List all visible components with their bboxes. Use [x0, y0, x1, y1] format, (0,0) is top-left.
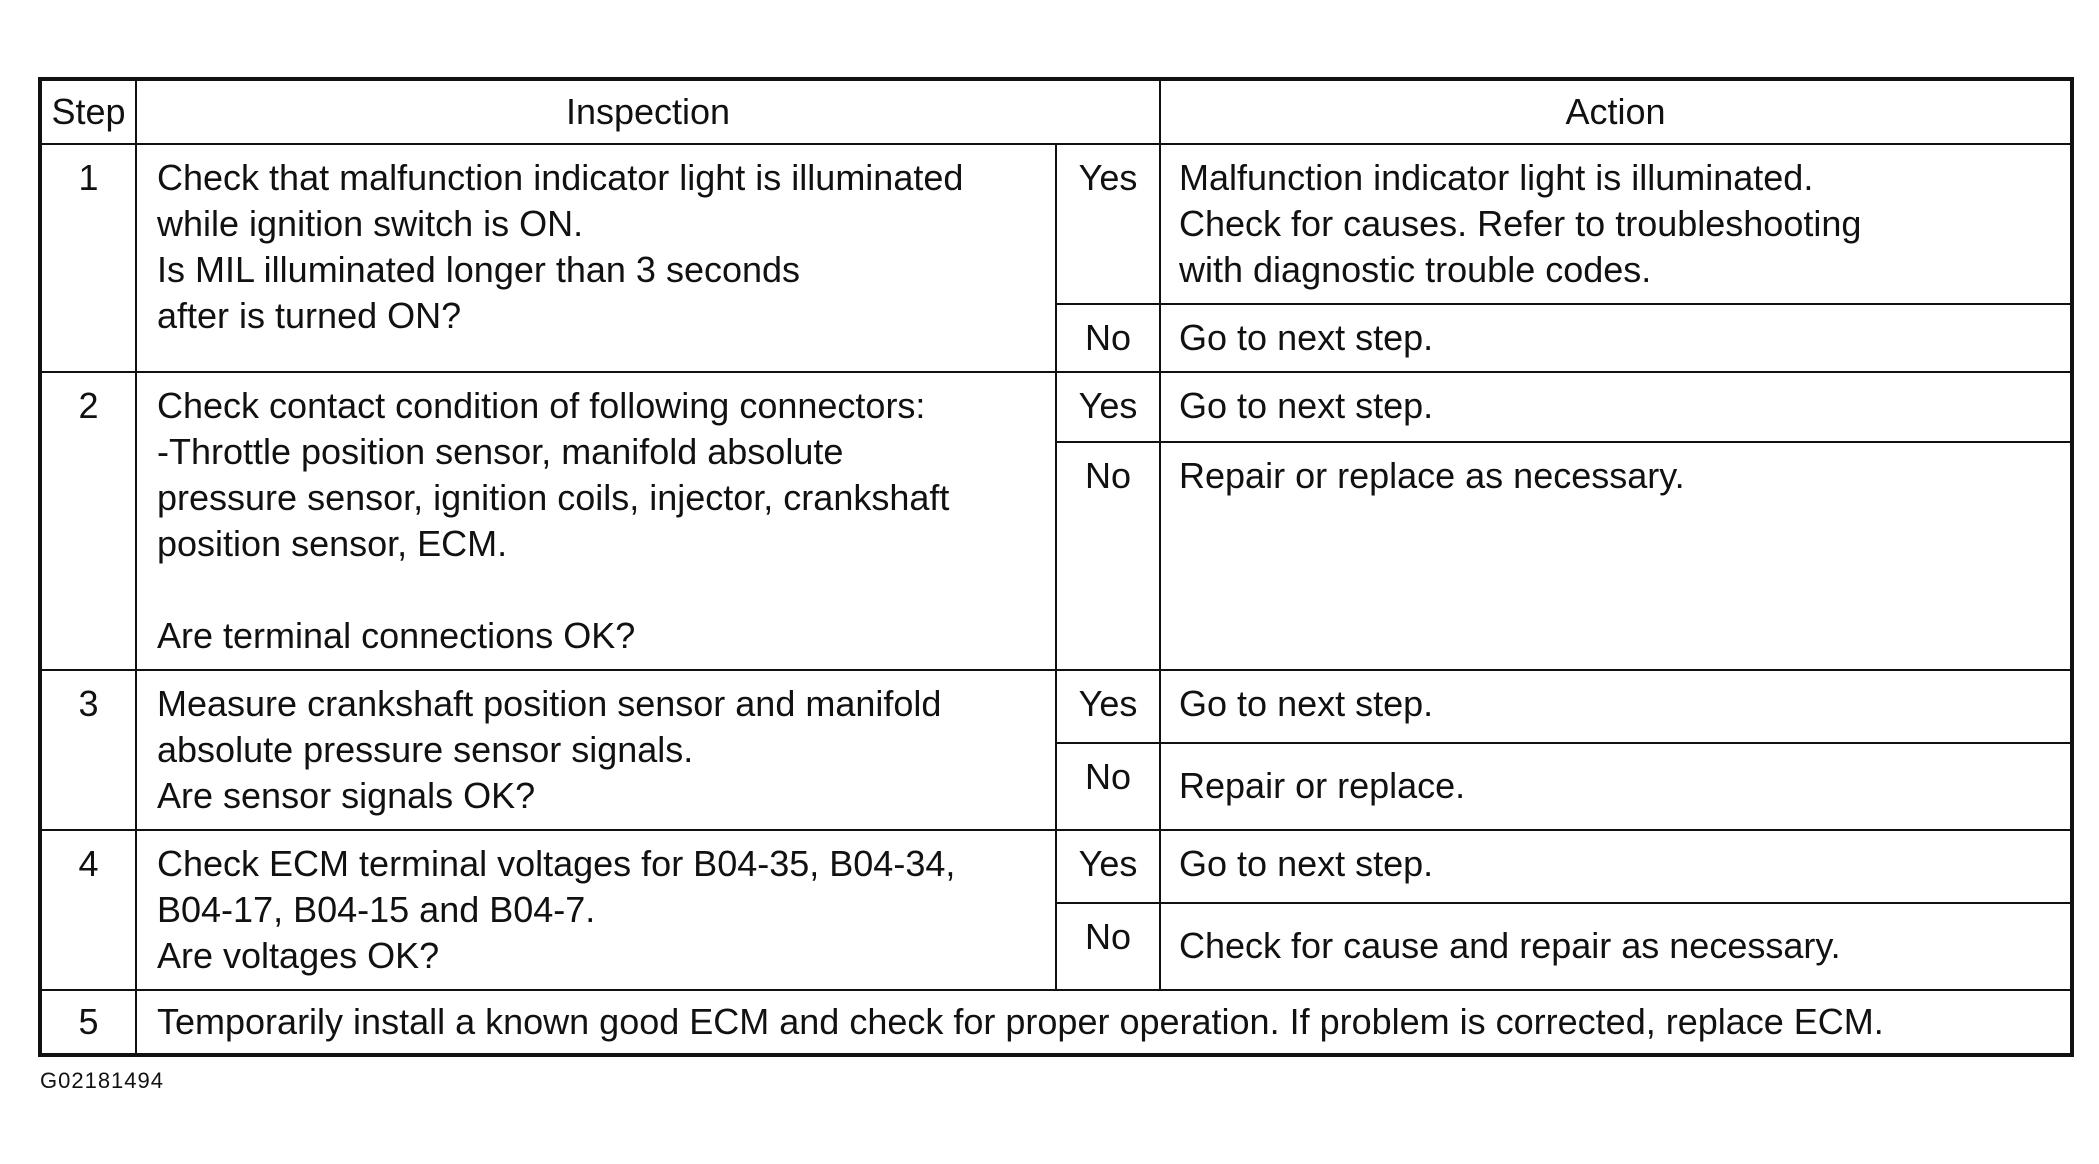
action-line: with diagnostic trouble codes.	[1179, 249, 1652, 290]
step-4-yes-row	[40, 830, 2072, 903]
no-action	[1160, 903, 2072, 990]
action-line: Repair or replace.	[1179, 765, 1466, 807]
inspection-line: Is MIL illuminated longer than 3 seconds	[157, 249, 801, 290]
inspection-line: while ignition switch is ON.	[157, 203, 584, 244]
action-line: Go to next step.	[1179, 385, 1434, 426]
action-line: Repair or replace as necessary.	[1179, 454, 1685, 496]
action-line: Go to next step.	[1179, 683, 1434, 724]
yes-label: Yes	[1056, 372, 1160, 442]
step-number: 5	[40, 990, 136, 1055]
inspection-line: after is turned ON?	[157, 295, 462, 336]
step-5-text: Temporarily install a known good ECM and check for proper operation. If problem is corrected, replace ECM.	[136, 990, 2072, 1055]
inspection-line: absolute pressure sensor signals.	[157, 729, 694, 770]
yes-label: Yes	[1056, 830, 1160, 903]
no-label: No	[1056, 442, 1160, 670]
action-line: Go to next step.	[1179, 843, 1434, 884]
diagnostic-table	[38, 77, 2074, 1057]
yes-label: Yes	[1056, 144, 1160, 304]
yes-action	[1160, 144, 2072, 304]
yes-action	[1160, 830, 2072, 903]
inspection-line: pressure sensor, ignition coils, injector, crankshaft	[157, 477, 950, 518]
header-row	[40, 79, 2072, 144]
step-inspection	[136, 830, 1056, 990]
action-line: Go to next step.	[1179, 317, 1434, 358]
inspection-line: Check contact condition of following connectors:	[157, 385, 926, 426]
header-step: Step	[40, 79, 136, 144]
figure-id: G02181494	[40, 1068, 164, 1093]
inspection-line: Check that malfunction indicator light is illuminated	[157, 157, 964, 198]
step-number: 4	[40, 830, 136, 990]
inspection-line: Are terminal connections OK?	[157, 615, 636, 656]
no-label: No	[1056, 743, 1160, 830]
step-number: 2	[40, 372, 136, 670]
no-action	[1160, 743, 2072, 830]
no-action	[1160, 304, 2072, 372]
yes-action	[1160, 372, 2072, 442]
no-label: No	[1056, 304, 1160, 372]
action-line: Check for causes. Refer to troubleshooting	[1179, 203, 1862, 244]
step-inspection	[136, 372, 1056, 670]
inspection-line: Are sensor signals OK?	[157, 775, 536, 816]
step-2-yes-row	[40, 372, 2072, 442]
step-inspection	[136, 144, 1056, 372]
no-action	[1160, 442, 2072, 670]
inspection-line: Check ECM terminal voltages for B04-35, B04-34,	[157, 843, 956, 884]
action-line: Check for cause and repair as necessary.	[1179, 925, 1841, 967]
yes-label: Yes	[1056, 670, 1160, 743]
step-3-yes-row	[40, 670, 2072, 743]
inspection-line: B04-17, B04-15 and B04-7.	[157, 889, 596, 930]
inspection-spacer	[157, 567, 1035, 613]
step-number: 1	[40, 144, 136, 372]
action-line: Malfunction indicator light is illuminated.	[1179, 157, 1814, 198]
inspection-line: -Throttle position sensor, manifold absolute	[157, 431, 844, 472]
step-1-yes-row	[40, 144, 2072, 304]
no-label: No	[1056, 903, 1160, 990]
inspection-line: Measure crankshaft position sensor and manifold	[157, 683, 942, 724]
header-inspection: Inspection	[136, 79, 1160, 144]
inspection-line: position sensor, ECM.	[157, 523, 508, 564]
step-5-row	[40, 990, 2072, 1055]
yes-action	[1160, 670, 2072, 743]
step-number: 3	[40, 670, 136, 830]
header-action: Action	[1160, 79, 2072, 144]
inspection-line: Are voltages OK?	[157, 935, 440, 976]
step-inspection	[136, 670, 1056, 830]
